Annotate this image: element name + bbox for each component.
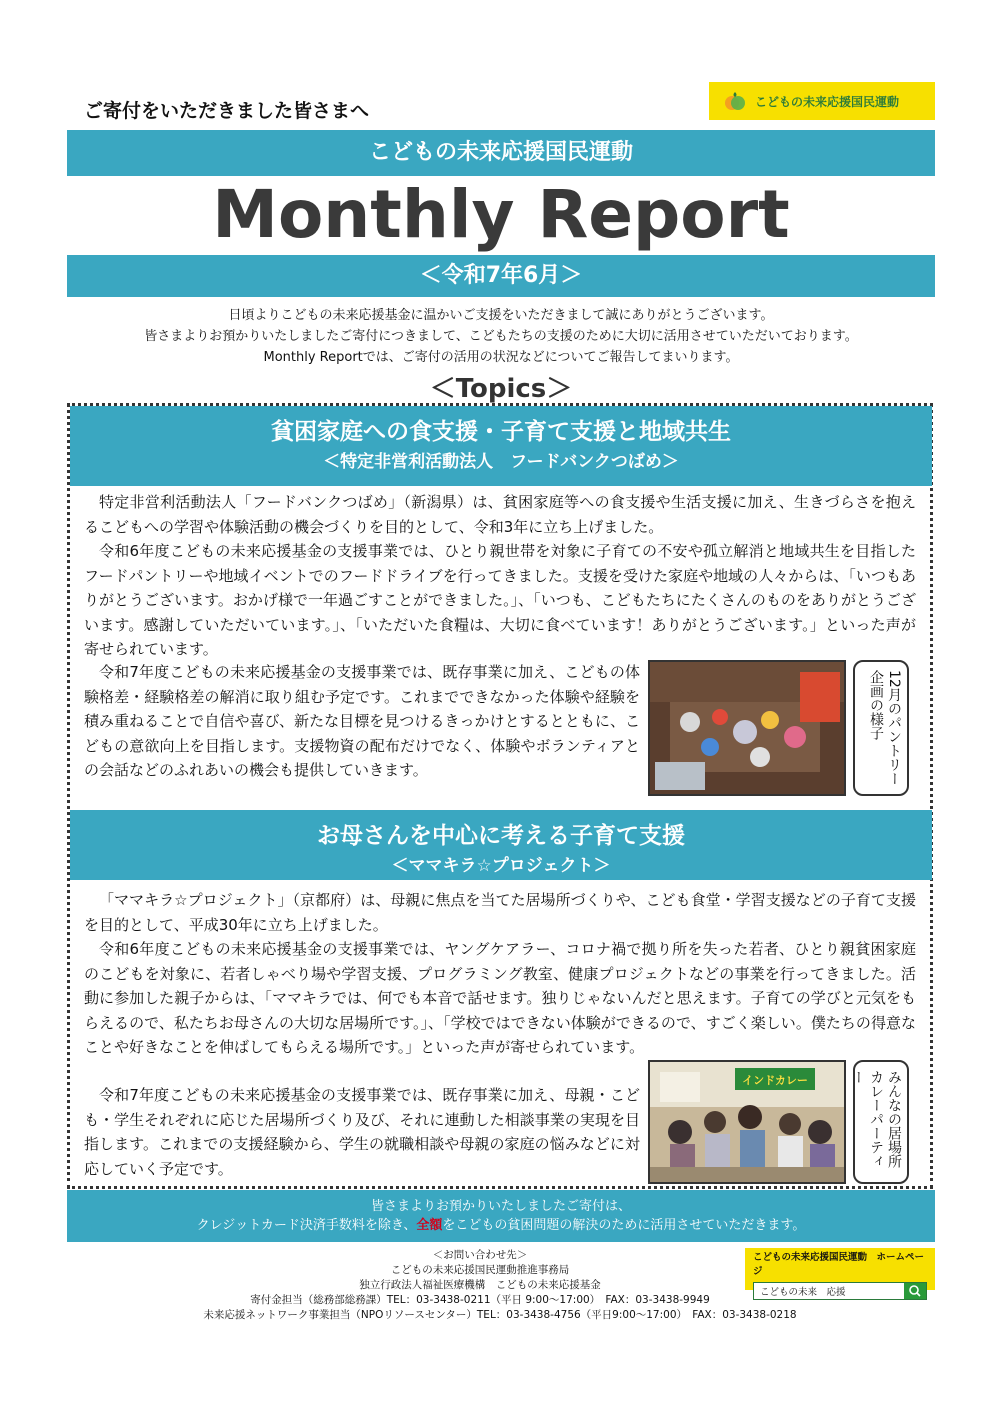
donation-note-band: [67, 1190, 935, 1242]
pantry-photo-image: [650, 662, 844, 794]
homepage-search-text: こどもの未来 応援: [760, 1287, 846, 1298]
greeting: ご寄付をいただきました皆さまへ: [84, 100, 370, 122]
contact-info: [200, 1248, 760, 1308]
donation-note-line-2: [67, 1216, 935, 1235]
section2-photo: [648, 1060, 846, 1184]
organization-banner: こどもの未来応援国民運動: [67, 130, 935, 176]
section2-subtitle: ＜ママキラ☆プロジェクト＞: [391, 856, 611, 876]
search-icon[interactable]: [904, 1283, 926, 1299]
section2-paragraph-2: 令和6年度こどもの未来応援基金の支援事業では、ヤングケアラー、コロナ禍で拠り所を失った若者、ひとり親貧困家庭のこどもを対象に、若者しゃべり場や学習支援、プログラミング教室、健康プロジェクトなどの事業を行ってきました。活動に参加した親子からは、「ママキラでは、何でも本音で話せます。独りじゃないんだと思えます。子育ての学びと元気をもらえるので、私たちお母さんの大切な居場所です。」、「学校ではできない体験ができるので、すごく楽しい。僕たちの得意なことや好きなことを伸ばしてもらえる場所です。」といった声が寄せられています。: [84, 940, 916, 1056]
contact-line: こどもの未来応援国民運動推進事務局: [390, 1264, 570, 1276]
intro-line: Monthly Reportでは、ご寄付の活用の状況などについてご報告してまいります。: [263, 350, 739, 365]
curry-party-photo-image: [650, 1062, 844, 1182]
intro-line: 日頃よりこどもの未来応援基金に温かいご支援をいただきまして誠にありがとうございます。: [228, 308, 774, 323]
section2-paragraph-1: 「ママキラ☆プロジェクト」（京都府）は、母親に焦点を当てた居場所づくりや、こども食堂・学習支援などの子育て支援を目的として、平成30年に立ち上げました。: [84, 891, 916, 934]
donation-note-after: をこどもの貧困問題の解決のために活用させていただきます。: [442, 1218, 806, 1233]
photo-sign-text: インドカレー: [742, 1074, 808, 1087]
contact-heading: ＜お問い合わせ先＞: [432, 1249, 528, 1261]
logo-icon: [723, 89, 747, 113]
intro-line: 皆さまよりお預かりいたしましたご寄付につきまして、こどもたちの支援のために大切に活用させていただいております。: [144, 329, 858, 344]
section2-title: お母さんを中心に考える子育て支援: [317, 823, 685, 849]
section1-paragraph-1: 特定非営利活動法人「フードバンクつばめ」（新潟県）は、貧困家庭等への食支援や生活支援に加え、生きづらさを抱えるこどもへの学習や体験活動の機会づくりを目的として、令和3年に立ち上げました。: [84, 493, 916, 536]
donation-note-line-1: 皆さまよりお預かりいたしましたご寄付は、: [370, 1199, 631, 1214]
contact-line-network: 未来応援ネットワーク事業担当（NPOリソースセンター）TEL：03-3438-4756（平日9:00～17:00） FAX：03-3438-0218: [203, 1309, 797, 1321]
contact-line: 独立行政法人福祉医療機構 こどもの未来応援基金: [359, 1279, 601, 1291]
homepage-title: こどもの未来応援国民運動 ホームページ: [753, 1252, 925, 1277]
section1-paragraph-3: 令和7年度こどもの未来応援基金の支援事業では、既存事業に加え、こどもの体験格差・経験格差の解消に取り組む予定です。これまでできなかった体験や経験を積み重ねることで自信や喜び、新たな目標を見つけるきっかけとするとともに、こどもの意欲向上を目指します。支援物資の配布だけでなく、体験やボランティアとの会話などのふれあいの機会も提供していきます。: [84, 663, 640, 779]
homepage-badge[interactable]: [745, 1248, 935, 1298]
section1-header: [70, 406, 932, 486]
section1-photo-caption: 12月のパントリー企画の様子: [853, 660, 909, 796]
section2-paragraph-3: 令和7年度こどもの未来応援基金の支援事業では、既存事業に加え、母親・こども・学生それぞれに応じた居場所づくり及び、それに連動した相談事業の実現を目指します。これまでの支援経験から、学生の就職相談や母親の家庭の悩みなどに対応していく予定です。: [84, 1086, 640, 1178]
section2-header: [70, 810, 932, 880]
section1-title: 貧困家庭への食支援・子育て支援と地域共生: [271, 419, 731, 445]
section1-photo: [648, 660, 846, 796]
homepage-search-box[interactable]: [753, 1282, 927, 1300]
page-title: Monthly Report: [212, 176, 790, 253]
section2-photo-caption: みんなの居場所カレーパーティー: [853, 1060, 909, 1184]
donation-note-highlight: 全額: [416, 1218, 443, 1233]
topics-heading: ＜Topics＞: [429, 374, 573, 404]
donation-note-before: クレジットカード決済手数料を除き、: [196, 1218, 417, 1233]
section1-paragraph-2: 令和6年度こどもの未来応援基金の支援事業では、ひとり親世帯を対象に子育ての不安や孤立解消と地域共生を目指したフードパントリーや地域イベントでのフードドライブを行ってきました。支援を受けた家庭や地域の人々からは、「いつもありがとうございます。おかげ様で一年過ごすことができました。」、「いつも、こどもたちにたくさんのものをありがとうございます。感謝していただいています。」、「いただいた食糧は、大切に食べています！ありがとうございます。」といった声が寄せられています。: [84, 542, 916, 658]
intro-text: [67, 305, 935, 368]
logo-text: こどもの未来応援国民運動: [755, 94, 900, 109]
contact-line: 寄付金担当（総務部総務課）TEL：03-3438-0211（平日 9:00～17:00） FAX：03-3438-9949: [250, 1294, 710, 1306]
section1-subtitle: ＜特定非営利活動法人 フードバンクつばめ＞: [323, 452, 679, 472]
logo-badge: [709, 82, 935, 120]
period-banner: ＜令和7年6月＞: [67, 255, 935, 297]
